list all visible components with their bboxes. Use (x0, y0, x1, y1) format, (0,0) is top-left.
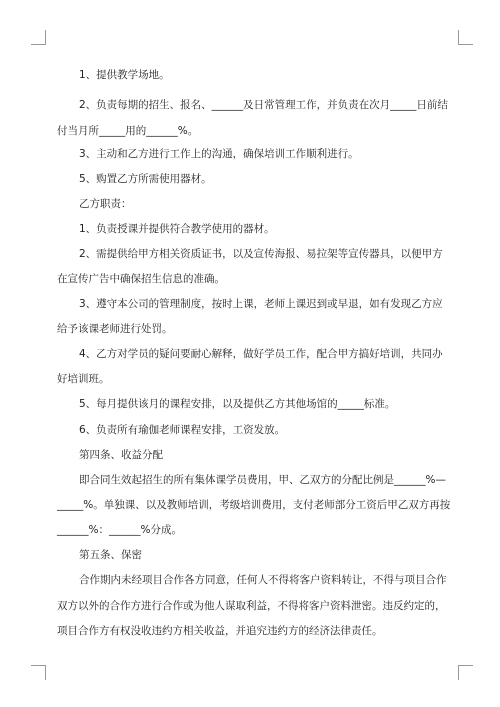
text-line: 双方以外的合作方进行合作或为他人谋取利益，不得将客户资料泄密。违反约定的， (57, 600, 446, 612)
text-line: 在宣传广告中确保招生信息的准确。 (57, 273, 225, 285)
text-line: 好培训班。 (57, 373, 110, 385)
crop-mark-bottom-right (458, 665, 473, 680)
text-line: 3、遵守本公司的管理制度，按时上课，老师上课迟到或早退，如有发现乙方应 (79, 298, 443, 310)
section-heading: 乙方职责： (79, 198, 132, 210)
text-line: _____%。单独课、以及教师培训，考级培训费用，支付老师部分工资后甲乙双方再按 (57, 499, 451, 511)
text-line: 1、负责授课并提供符合教学使用的器材。 (79, 223, 275, 235)
text-line: 5、购置乙方所需使用器材。 (79, 173, 212, 185)
text-line: 6、负责所有瑜伽老师课程安排，工资发放。 (79, 424, 286, 436)
text-line: 2、负责每期的招生、报名、______及日常管理工作，并负责在次月_____日前结 (79, 99, 448, 111)
text-line: 2、需提供给甲方相关资质证书，以及宣传海报、易拉架等宣传器具，以便甲方 (79, 248, 443, 260)
text-line: 项目合作方有权没收违约方相关收益，并追究违约方的经济法律责任。 (57, 625, 383, 637)
text-line: 即合同生效起招生的所有集体课学员费用，甲、乙双方的分配比例是______%— (79, 474, 446, 486)
crop-mark-top-right (458, 30, 473, 45)
text-line: 5、每月提供该月的课程安排，以及提供乙方其他场馆的_____标准。 (79, 398, 396, 410)
text-line: 3、主动和乙方进行工作上的沟通，确保培训工作顺利进行。 (79, 148, 359, 160)
crop-mark-top-left (31, 30, 46, 45)
crop-mark-bottom-left (31, 665, 46, 680)
text-line: 4、乙方对学员的疑问要耐心解释，做好学员工作，配合甲方搞好培训，共同办 (79, 348, 443, 360)
text-line: 给予该课老师进行处罚。 (57, 323, 173, 335)
text-line: 合作期内未经项目合作各方同意，任何人不得将客户资料转让，不得与项目合作 (79, 574, 447, 586)
section-heading: 第四条、收益分配 (79, 449, 163, 461)
text-line: 1、提供教学场地。 (79, 69, 170, 81)
text-line: ______%：______%分成。 (57, 524, 182, 536)
section-heading: 第五条、保密 (79, 549, 142, 561)
text-line: 付当月所_____用的______%。 (57, 125, 199, 137)
